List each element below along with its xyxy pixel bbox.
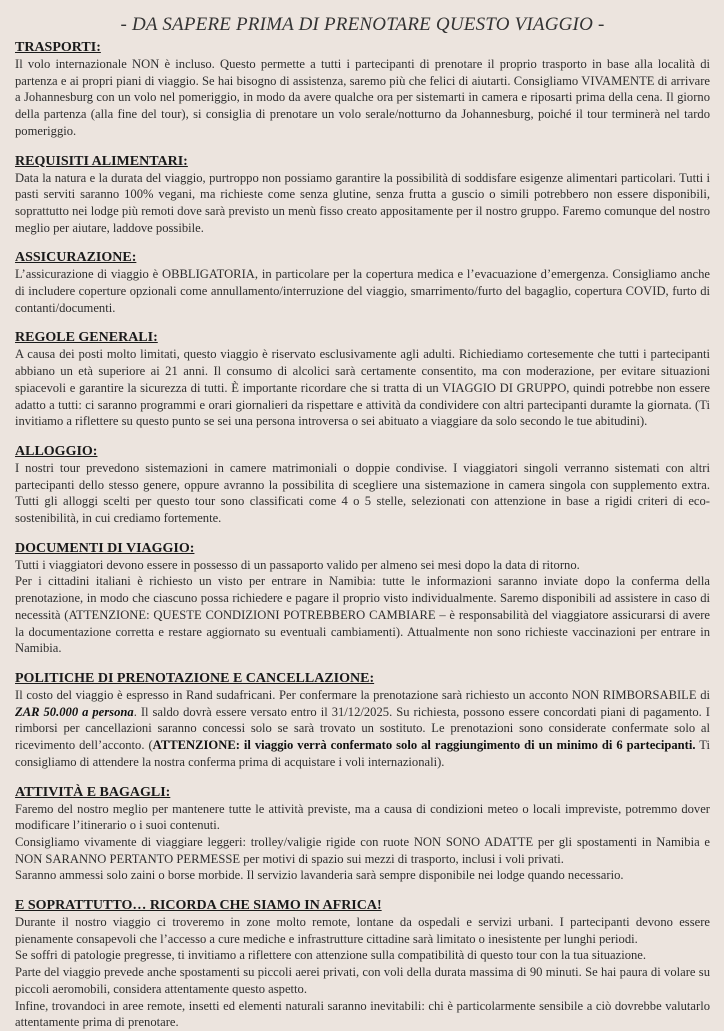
- section-paragraph: Parte del viaggio prevede anche spostamenti su piccoli aerei privati, con voli della durata massima di 90 minuti. Se hai paura di volare su piccoli aeromobili, considera attentamente questo aspetto.: [15, 965, 710, 996]
- minimum-participants-warning: ATTENZIONE: il viaggio verrà confermato solo al raggiungimento di un minimo di 6 partecipanti.: [152, 738, 696, 753]
- section-requisiti-alimentari: [15, 153, 710, 237]
- section-paragraph: Per i cittadini italiani è richiesto un visto per entrare in Namibia: tutte le informazioni saranno inviate dopo la conferma della prenotazione, in modo che ciascuno possa richiedere e pagare il proprio visto individualmente. Saremo disponibili ad assistere in caso di necessità (ATTENZIONE: QUESTE CONDIZIONI POTREBBERO CAMBIARE – è responsabilità del viaggiatore assicurarsi di avere la documentazione corretta e restare aggiornato su eventuali cambiamenti). Attualmente non sono richieste vaccinazioni per entrare in Namibia.: [15, 574, 710, 656]
- booking-text-2: . Il saldo dovrà essere versato entro il 31/12/2025. Su richiesta, possono essere concordati piani di pagamento. I rimborsi per cancellazioni saranno concessi solo se sarà trovato un sostituto. Le prenotazioni sono considerate confermate solo al ricevimento dell’acconto. (: [15, 704, 711, 753]
- section-paragraph: L’assicurazione di viaggio è OBBLIGATORIA, in particolare per la copertura medica e l’evacuazione d’emergenza. Consigliamo anche di includere coperture opzionali come annullamento/interruzione del viaggio, smarrimento/furto del bagaglio, copertura COVID, furto di contanti/documenti.: [15, 267, 710, 315]
- section-heading: POLITICHE DI PRENOTAZIONE E CANCELLAZIONE:: [15, 670, 375, 686]
- section-paragraph: Faremo del nostro meglio per mantenere tutte le attività previste, ma a causa di condizioni meteo o locali impreviste, potremmo dover modificare l’itinerario o i suoi contenuti.: [15, 801, 710, 833]
- section-assicurazione: [15, 249, 710, 316]
- section-heading: ATTIVITÀ E BAGAGLI:: [15, 784, 171, 800]
- section-attivita-e-bagagli: [15, 784, 710, 885]
- section-alloggio: [15, 443, 710, 527]
- section-paragraph: Durante il nostro viaggio ci troveremo in zone molto remote, lontane da ospedali e servizi urbani. I partecipanti devono essere pienamente consapevoli che l’accesso a cure mediche e infrastrutture cittadine sarà limitato o inesistente per lunghi periodi.: [15, 915, 710, 946]
- booking-text-1: Il costo del viaggio è espresso in Rand sudafricani. Per confermare la prenotazione sarà richiesto un acconto NON RIMBORSABILE di: [15, 687, 710, 702]
- section-africa: [15, 897, 710, 1031]
- section-paragraph: Se soffri di patologie pregresse, ti invitiamo a riflettere con attenzione sulla compatibilità di questo tour con la tua situazione.: [15, 948, 647, 963]
- section-paragraph: Il volo internazionale NON è incluso. Questo permette a tutti i partecipanti di prenotare il proprio trasporto in base alla località di partenza e ai propri piani di viaggio. Se hai bisogno di assistenza, saremo più che felici di aiutarti. Consigliamo VIVAMENTE di arrivare a Johannesburg con un volo nel pomeriggio, in modo da avere qualche ora per sistemarti in camera e riposarti prima della cena. Il giorno della partenza (alla fine del tour), si consiglia di prenotare un volo serale/notturno da Johannesburg, poiché il tour terminerà nel tardo pomeriggio.: [15, 57, 710, 138]
- section-paragraph: Tutti i viaggiatori devono essere in possesso di un passaporto valido per almeno sei mesi dopo la data di ritorno.: [15, 557, 580, 572]
- booking-text-3: Ti consigliamo di attendere la nostra conferma prima di acquistare i voli internazionali).: [15, 738, 711, 769]
- section-heading: DOCUMENTI DI VIAGGIO:: [15, 540, 195, 556]
- deposit-amount: ZAR 50.000 a persona: [15, 704, 134, 719]
- section-heading: TRASPORTI:: [15, 40, 101, 55]
- section-politiche-prenotazione: [15, 670, 710, 771]
- section-paragraph: Data la natura e la durata del viaggio, purtroppo non possiamo garantire la possibilità di soddisfare esigenze alimentari particolari. Tutti i pasti serviti saranno 100% vegani, ma richieste come senza glutine, senza frutta a guscio o simili potrebbero non essere disponibili, soprattutto nei lodge più remoti dove sarà previsto un menù fisso creato appositamente per il nostro gruppo. Faremo comunque del nostro meglio per aiutare, laddove possibile.: [15, 170, 710, 235]
- section-trasporti: [15, 39, 710, 140]
- section-paragraph: Saranno ammessi solo zaini o borse morbide. Il servizio lavanderia sarà sempre disponibile nei lodge quando necessario.: [15, 868, 624, 883]
- section-paragraph: A causa dei posti molto limitati, questo viaggio è riservato esclusivamente agli adulti. Richiediamo cortesemente che tutti i partecipanti abbiano un età superiore ai 21 anni. Il consumo di alcolici sarà certamente consentito, ma con moderazione, per evitare situazioni spiacevoli e garantire la sicurezza di tutti. È importante ricordare che si tratta di un VIAGGIO DI GRUPPO, quindi potrebbe non essere adatto a tutti: ci saranno programmi e orari giornalieri da rispettare e attività da condividere con altri partecipanti duramte la giornata. (Ti invitiamo a riflettere su questo punto se sei una persona introversa o sei abituato a viaggiare da solo secondo le tue abitudini).: [15, 347, 710, 429]
- section-heading: E SOPRATTUTTO… RICORDA CHE SIAMO IN AFRICA!: [15, 898, 382, 914]
- section-paragraph: Consigliamo vivamente di viaggiare leggeri: trolley/valigie rigide con ruote NON SONO ADATTE per gli spostamenti in Namibia e NON SARANNO PERTANTO PERMESSE per motivi di spazio sui mezzi di trasporto, inclusi i voli privati.: [15, 834, 710, 866]
- section-heading: REQUISITI ALIMENTARI:: [15, 153, 188, 169]
- section-paragraph: Infine, trovandoci in aree remote, insetti ed elementi naturali saranno inevitabili: chi è particolarmente sensibile a ciò dovrebbe valutarlo attentamente prima di prenotare.: [15, 998, 710, 1030]
- section-regole-generali: [15, 329, 710, 430]
- section-paragraph: I nostri tour prevedono sistemazioni in camere matrimoniali o doppie condivise. I viaggiatori singoli verranno sistemati con altri partecipanti dello stesso genere, oppure avranno la possibilita di scegliere una sistemazione in camera singola con supplemento extra. Tutti gli alloggi scelti per questo tour sono classificati come 4 o 5 stelle, selezionati con attenzione in base a rigidi criteri di eco-sostenibilità, in cui crediamo fortemente.: [15, 460, 710, 526]
- section-heading: ALLOGGIO:: [15, 443, 98, 459]
- page-title: - DA SAPERE PRIMA DI PRENOTARE QUESTO VIAGGIO -: [120, 14, 605, 35]
- section-heading: REGOLE GENERALI:: [15, 330, 158, 346]
- section-documenti-di-viaggio: [15, 540, 710, 657]
- section-heading: ASSICURAZIONE:: [15, 250, 137, 266]
- booking-paragraph: [15, 687, 710, 771]
